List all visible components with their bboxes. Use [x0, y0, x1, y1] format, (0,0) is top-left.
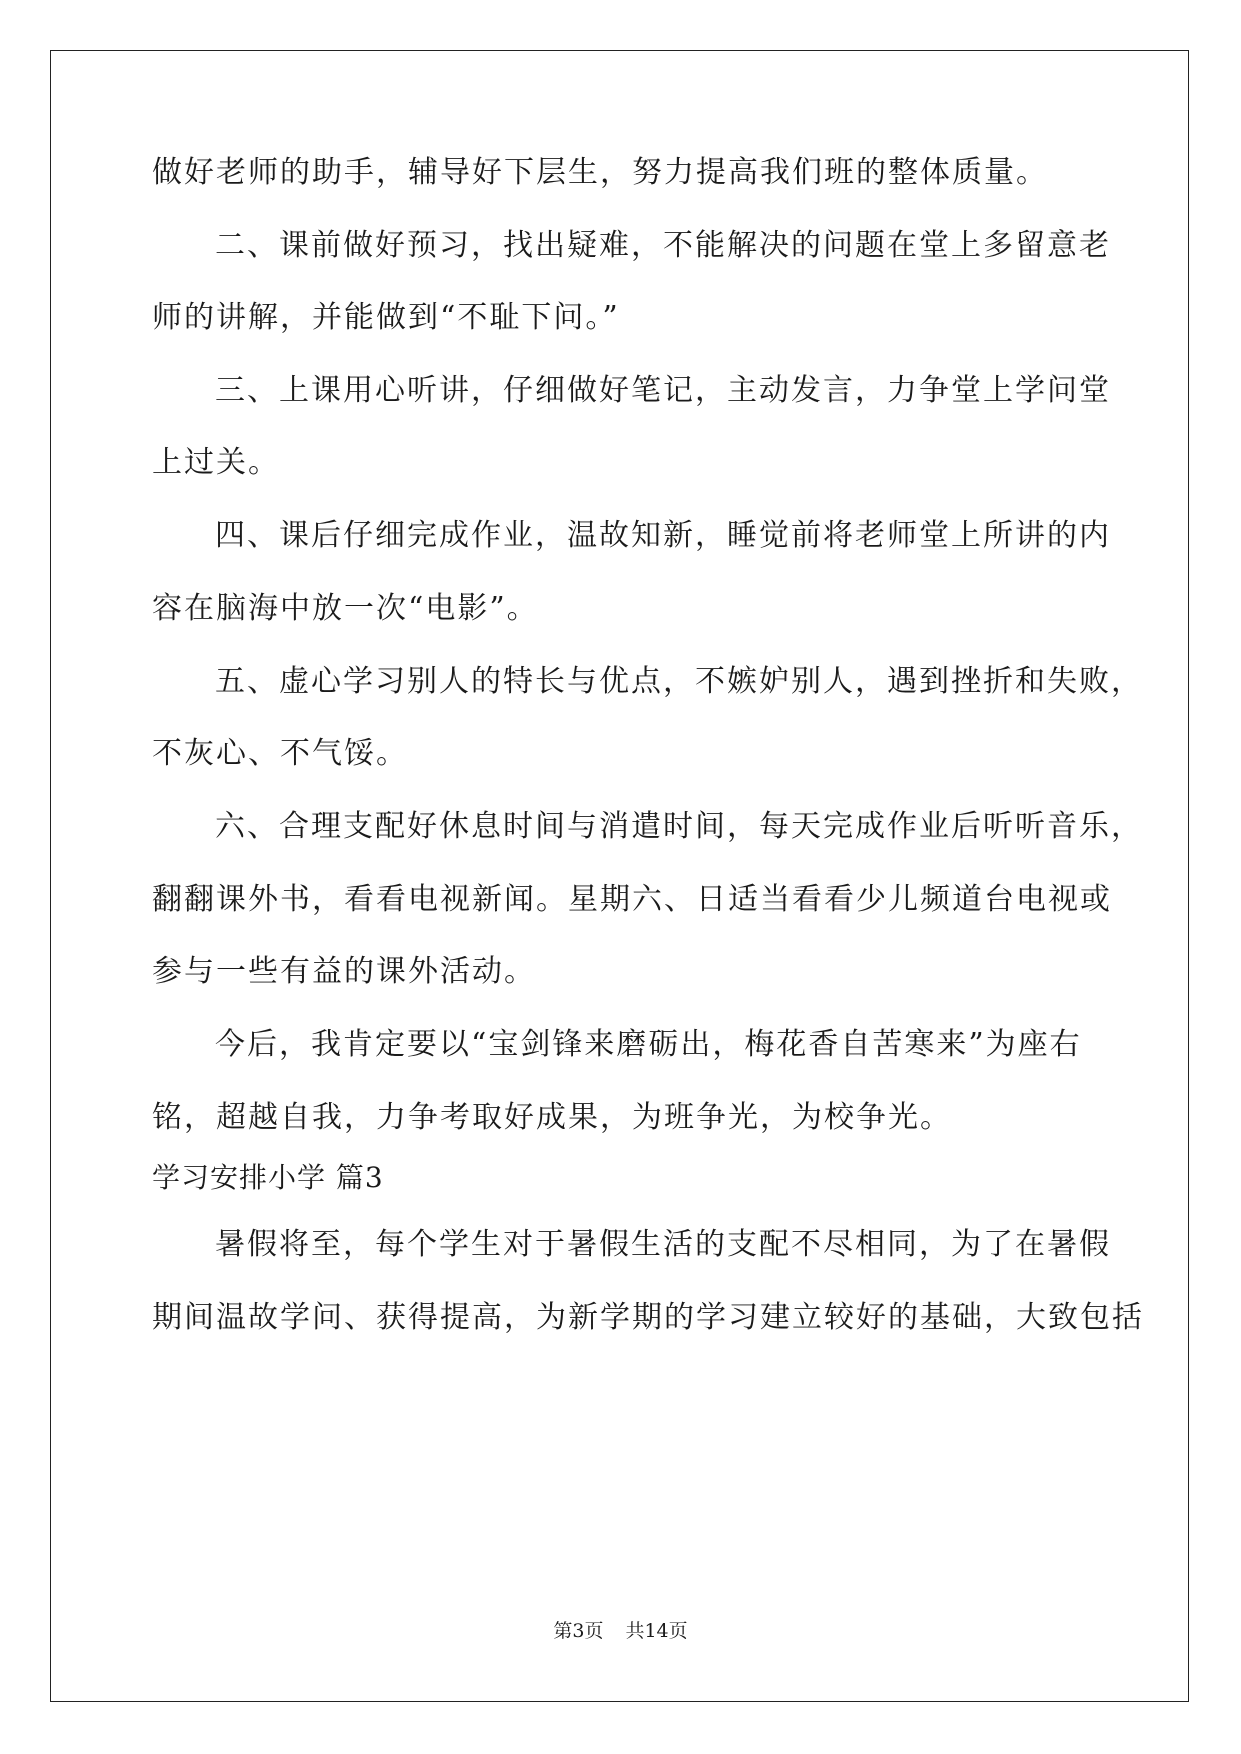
paragraph-line: 上过关。 — [152, 445, 280, 480]
page-footer — [0, 1618, 1241, 1644]
paragraph-line: 翻翻课外书，看看电视新闻。星期六、日适当看看少儿频道台电视或 — [152, 882, 1112, 917]
paragraph-line: 做好老师的助手，辅导好下层生，努力提高我们班的整体质量。 — [152, 155, 1048, 190]
section-heading: 学习安排小学 篇3 — [152, 1161, 384, 1194]
paragraph-line: 期间温故学问、获得提高，为新学期的学习建立较好的基础，大致包括 — [152, 1300, 1144, 1335]
paragraph-line: 五、虚心学习别人的特长与优点，不嫉妒别人，遇到挫折和失败， — [215, 664, 1143, 699]
paragraph-line: 师的讲解，并能做到“不耻下问。” — [152, 300, 620, 335]
paragraph-line: 今后，我肯定要以“宝剑锋来磨砺出，梅花香自苦寒来”为座右 — [215, 1027, 1082, 1062]
paragraph-line: 铭，超越自我，力争考取好成果，为班争光，为校争光。 — [152, 1100, 952, 1135]
paragraph-line: 暑假将至，每个学生对于暑假生活的支配不尽相同，为了在暑假 — [215, 1227, 1111, 1262]
paragraph-line: 二、课前做好预习，找出疑难，不能解决的问题在堂上多留意老 — [215, 228, 1111, 263]
paragraph-line: 六、合理支配好休息时间与消遣时间，每天完成作业后听听音乐， — [215, 809, 1143, 844]
paragraph-line: 三、上课用心听讲，仔细做好笔记，主动发言，力争堂上学问堂 — [215, 373, 1111, 408]
paragraph-line: 参与一些有益的课外活动。 — [152, 954, 536, 989]
page-total: 共14页 — [625, 1620, 688, 1642]
paragraph-line: 四、课后仔细完成作业，温故知新，睡觉前将老师堂上所讲的内 — [215, 518, 1111, 553]
paragraph-line: 容在脑海中放一次“电影”。 — [152, 591, 539, 626]
paragraph-line: 不灰心、不气馁。 — [152, 736, 408, 771]
page-number: 第3页 — [553, 1620, 604, 1642]
